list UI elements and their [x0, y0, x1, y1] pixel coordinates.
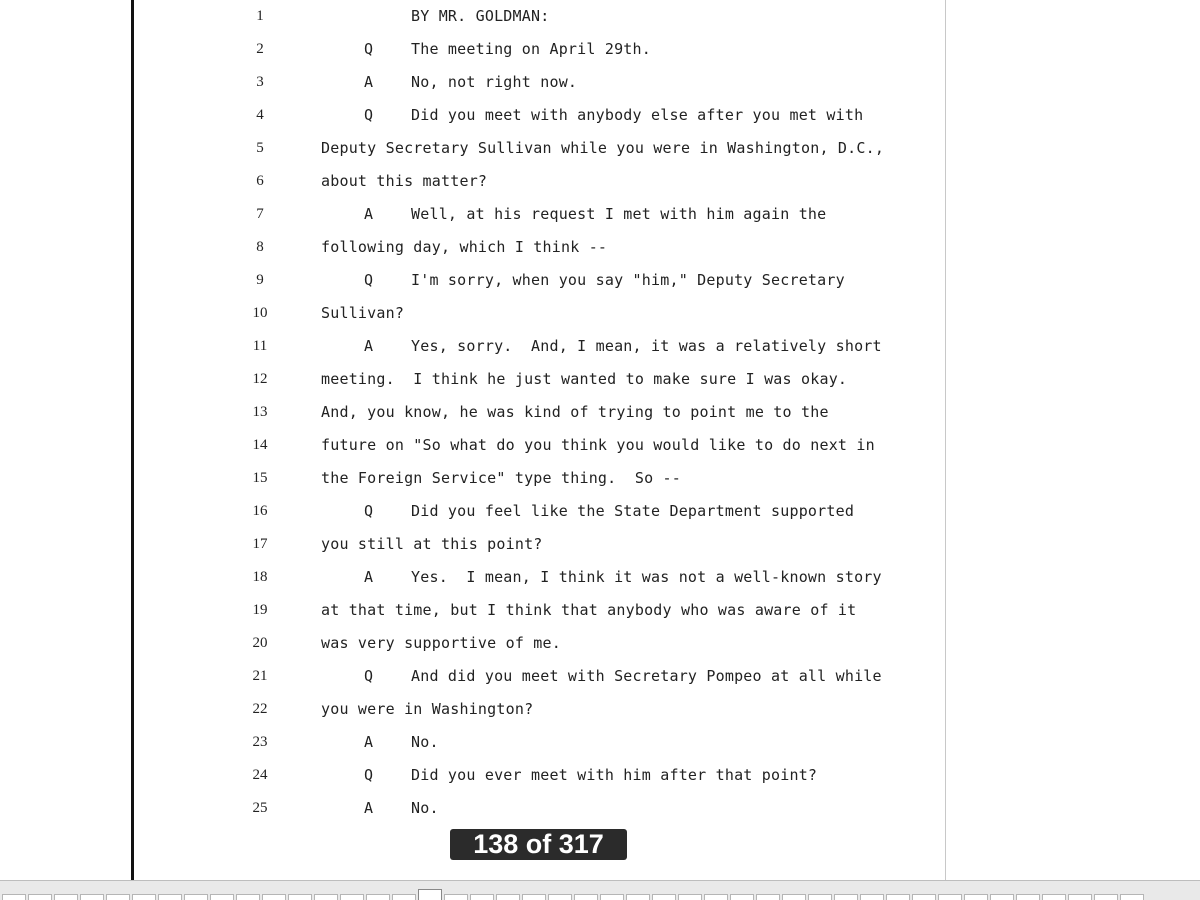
- page-thumbnail[interactable]: [1120, 894, 1144, 900]
- transcript-line: [134, 72, 946, 96]
- transcript-text: I'm sorry, when you say "him," Deputy Secretary: [411, 271, 845, 289]
- transcript-text: Yes. I mean, I think it was not a well-known story: [411, 568, 882, 586]
- transcript-text: Did you feel like the State Department supported: [411, 502, 855, 520]
- line-number: 20: [252, 635, 268, 651]
- question-marker: Q: [364, 667, 374, 685]
- transcript-text: Yes, sorry. And, I mean, it was a relatively short: [411, 337, 882, 355]
- line-number: 3: [256, 74, 264, 90]
- page-thumbnail[interactable]: [808, 894, 832, 900]
- line-number: 17: [252, 536, 268, 552]
- transcript-line: [134, 6, 946, 30]
- transcript-line: [134, 600, 946, 624]
- transcript-text: at that time, but I think that anybody who was aware of it: [321, 601, 857, 619]
- page-thumbnail[interactable]: [496, 894, 520, 900]
- transcript-line: [134, 765, 946, 789]
- page-thumbnail[interactable]: [1016, 894, 1040, 900]
- page-thumbnail[interactable]: [678, 894, 702, 900]
- transcript-line: [134, 633, 946, 657]
- answer-marker: A: [364, 568, 374, 586]
- page-thumbnail[interactable]: [418, 889, 442, 900]
- line-number: 15: [252, 470, 268, 486]
- transcript-line: [134, 138, 946, 162]
- line-number: 21: [252, 668, 268, 684]
- line-number: 9: [256, 272, 264, 288]
- transcript-text: And, you know, he was kind of trying to point me to the: [321, 403, 829, 421]
- line-number: 6: [256, 173, 264, 189]
- page-thumbnail[interactable]: [132, 894, 156, 900]
- page-thumbnail[interactable]: [2, 894, 26, 900]
- page-thumbnail[interactable]: [782, 894, 806, 900]
- line-number: 10: [252, 305, 268, 321]
- page-thumbnail[interactable]: [158, 894, 182, 900]
- line-number: 2: [256, 41, 264, 57]
- line-number: 5: [256, 140, 264, 156]
- transcript-line: [134, 699, 946, 723]
- page-thumbnail[interactable]: [340, 894, 364, 900]
- transcript-text: about this matter?: [321, 172, 488, 190]
- transcript-text: the Foreign Service" type thing. So --: [321, 469, 681, 487]
- transcript-text: No, not right now.: [411, 73, 578, 91]
- viewer-right-margin: [946, 0, 1200, 880]
- page-thumbnail[interactable]: [262, 894, 286, 900]
- line-number: 13: [252, 404, 268, 420]
- transcript-text: The meeting on April 29th.: [411, 40, 651, 58]
- transcript-line: [134, 567, 946, 591]
- page-thumbnail[interactable]: [54, 894, 78, 900]
- page-thumbnail[interactable]: [834, 894, 858, 900]
- page-thumbnail[interactable]: [236, 894, 260, 900]
- transcript-line: [134, 171, 946, 195]
- transcript-text: Well, at his request I met with him again the: [411, 205, 827, 223]
- page-thumbnail[interactable]: [366, 894, 390, 900]
- line-number: 23: [252, 734, 268, 750]
- answer-marker: A: [364, 337, 374, 355]
- transcript-line: [134, 39, 946, 63]
- transcript-text: And did you meet with Secretary Pompeo at all while: [411, 667, 882, 685]
- line-number: 12: [252, 371, 268, 387]
- transcript-page[interactable]: [131, 0, 946, 880]
- line-number: 16: [252, 503, 268, 519]
- page-thumbnail[interactable]: [1068, 894, 1092, 900]
- transcript-text: Did you meet with anybody else after you met with: [411, 106, 864, 124]
- question-marker: Q: [364, 766, 374, 784]
- transcript-line: [134, 303, 946, 327]
- page-thumbnail[interactable]: [392, 894, 416, 900]
- viewer-left-margin: [0, 0, 131, 880]
- page-thumbnail[interactable]: [444, 894, 468, 900]
- transcript-line: [134, 270, 946, 294]
- line-number: 4: [256, 107, 264, 123]
- line-number: 7: [256, 206, 264, 222]
- transcript-text: Did you ever meet with him after that point?: [411, 766, 818, 784]
- line-number: 1: [256, 8, 264, 24]
- transcript-line: [134, 105, 946, 129]
- question-marker: Q: [364, 40, 374, 58]
- transcript-text: future on "So what do you think you would like to do next in: [321, 436, 875, 454]
- page-thumbnail[interactable]: [652, 894, 676, 900]
- transcript-line: [134, 666, 946, 690]
- page-thumbnail[interactable]: [938, 894, 962, 900]
- page-thumbnail[interactable]: [600, 894, 624, 900]
- transcript-line: [134, 534, 946, 558]
- answer-marker: A: [364, 73, 374, 91]
- transcript-line: [134, 798, 946, 822]
- line-number: 18: [252, 569, 268, 585]
- page-thumbnail[interactable]: [730, 894, 754, 900]
- page-thumbnail[interactable]: [990, 894, 1014, 900]
- transcript-line: [134, 237, 946, 261]
- transcript-text: was very supportive of me.: [321, 634, 561, 652]
- transcript-text: BY MR. GOLDMAN:: [411, 7, 550, 25]
- transcript-text: No.: [411, 733, 439, 751]
- transcript-line: [134, 336, 946, 360]
- page-thumbnail[interactable]: [470, 894, 494, 900]
- transcript-line: [134, 435, 946, 459]
- page-thumbnail[interactable]: [106, 894, 130, 900]
- transcript-text: you were in Washington?: [321, 700, 534, 718]
- transcript-text: following day, which I think --: [321, 238, 608, 256]
- page-thumbnail[interactable]: [912, 894, 936, 900]
- transcript-text: No.: [411, 799, 439, 817]
- page-thumbnail[interactable]: [548, 894, 572, 900]
- answer-marker: A: [364, 799, 374, 817]
- line-number: 8: [256, 239, 264, 255]
- question-marker: Q: [364, 271, 374, 289]
- page-thumbnail[interactable]: [964, 894, 988, 900]
- question-marker: Q: [364, 502, 374, 520]
- transcript-text: meeting. I think he just wanted to make sure I was okay.: [321, 370, 848, 388]
- line-number: 24: [252, 767, 268, 783]
- page-thumbnail[interactable]: [522, 894, 546, 900]
- transcript-line: [134, 468, 946, 492]
- page-thumbnail[interactable]: [80, 894, 104, 900]
- transcript-line: [134, 732, 946, 756]
- page-thumbnail[interactable]: [704, 894, 728, 900]
- page-thumbnail[interactable]: [756, 894, 780, 900]
- transcript-text: Sullivan?: [321, 304, 405, 322]
- line-number: 14: [252, 437, 268, 453]
- page-thumbnail[interactable]: [1042, 894, 1066, 900]
- page-thumbnail[interactable]: [626, 894, 650, 900]
- page-indicator: 138 of 317: [450, 829, 627, 860]
- page-thumbnail[interactable]: [210, 894, 234, 900]
- transcript-line: [134, 402, 946, 426]
- transcript-line: [134, 501, 946, 525]
- page-thumbnail-strip[interactable]: [0, 880, 1200, 900]
- answer-marker: A: [364, 205, 374, 223]
- line-number: 25: [252, 800, 268, 816]
- answer-marker: A: [364, 733, 374, 751]
- page-thumbnail[interactable]: [288, 894, 312, 900]
- page-thumbnail[interactable]: [1094, 894, 1118, 900]
- page-thumbnail[interactable]: [184, 894, 208, 900]
- line-number: 11: [252, 338, 268, 354]
- transcript-text: you still at this point?: [321, 535, 543, 553]
- transcript-line: [134, 204, 946, 228]
- question-marker: Q: [364, 106, 374, 124]
- page-thumbnail[interactable]: [860, 894, 884, 900]
- page-thumbnail[interactable]: [886, 894, 910, 900]
- page-thumbnail[interactable]: [28, 894, 52, 900]
- page-thumbnail[interactable]: [314, 894, 338, 900]
- line-number: 22: [252, 701, 268, 717]
- transcript-text: Deputy Secretary Sullivan while you were in Washington, D.C.,: [321, 139, 885, 157]
- line-number: 19: [252, 602, 268, 618]
- page-thumbnail[interactable]: [574, 894, 598, 900]
- transcript-line: [134, 369, 946, 393]
